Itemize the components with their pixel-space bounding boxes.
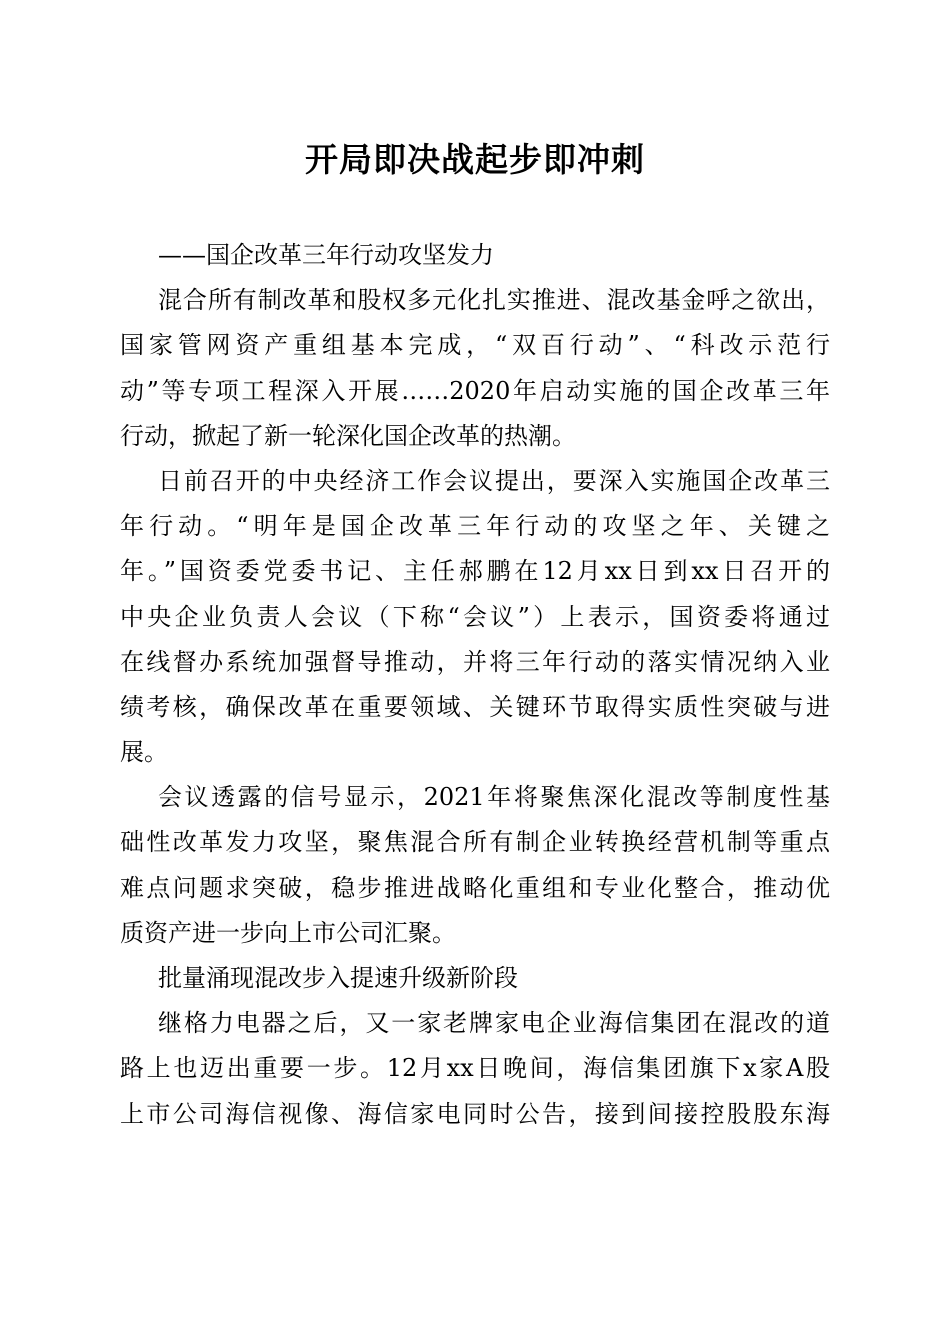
section-heading-line: 批量涌现混改步入提速升级新阶段	[158, 964, 518, 992]
paragraph-line: 年行动。“明年是国企改革三年行动的攻坚之年、关键之	[120, 512, 830, 541]
paragraph-line: 础性改革发力攻坚，聚焦混合所有制企业转换经营机制等重点	[120, 828, 830, 857]
paragraph-line: 展。	[120, 738, 168, 767]
document-body	[120, 233, 830, 1137]
paragraph-line: 国家管网资产重组基本完成，“双百行动”、“科改示范行	[120, 331, 830, 360]
paragraph-line: 动”等专项工程深入开展……2020年启动实施的国企改革三年	[120, 376, 830, 405]
document-title: 开局即决战起步即冲刺	[305, 140, 645, 179]
paragraph-line: 行动，掀起了新一轮深化国企改革的热潮。	[120, 421, 576, 450]
paragraph-line: 上市公司海信视像、海信家电同时公告，接到间接控股股东海	[120, 1099, 830, 1128]
paragraph-line: 年。”国资委党委书记、主任郝鹏在12月xx日到xx日召开的	[120, 557, 830, 586]
paragraph-line: 路上也迈出重要一步。12月xx日晚间，海信集团旗下x家A股	[120, 1054, 830, 1083]
subtitle-line: ——国企改革三年行动攻坚发力	[158, 241, 494, 269]
paragraph-line: 会议透露的信号显示，2021年将聚焦深化混改等制度性基	[158, 783, 830, 812]
paragraph-line: 在线督办系统加强督导推动，并将三年行动的落实情况纳入业	[120, 647, 830, 676]
paragraph-line: 日前召开的中央经济工作会议提出，要深入实施国企改革三	[158, 466, 830, 495]
paragraph-line: 中央企业负责人会议（下称“会议”）上表示，国资委将通过	[120, 602, 830, 631]
paragraph-line: 继格力电器之后，又一家老牌家电企业海信集团在混改的道	[158, 1009, 830, 1038]
paragraph-line: 难点问题求突破，稳步推进战略化重组和专业化整合，推动优	[120, 873, 830, 902]
paragraph-line: 绩考核，确保改革在重要领域、关键环节取得实质性突破与进	[120, 692, 830, 721]
paragraph-line: 混合所有制改革和股权多元化扎实推进、混改基金呼之欲出，	[158, 286, 830, 315]
paragraph-line: 质资产进一步向上市公司汇聚。	[120, 918, 456, 947]
